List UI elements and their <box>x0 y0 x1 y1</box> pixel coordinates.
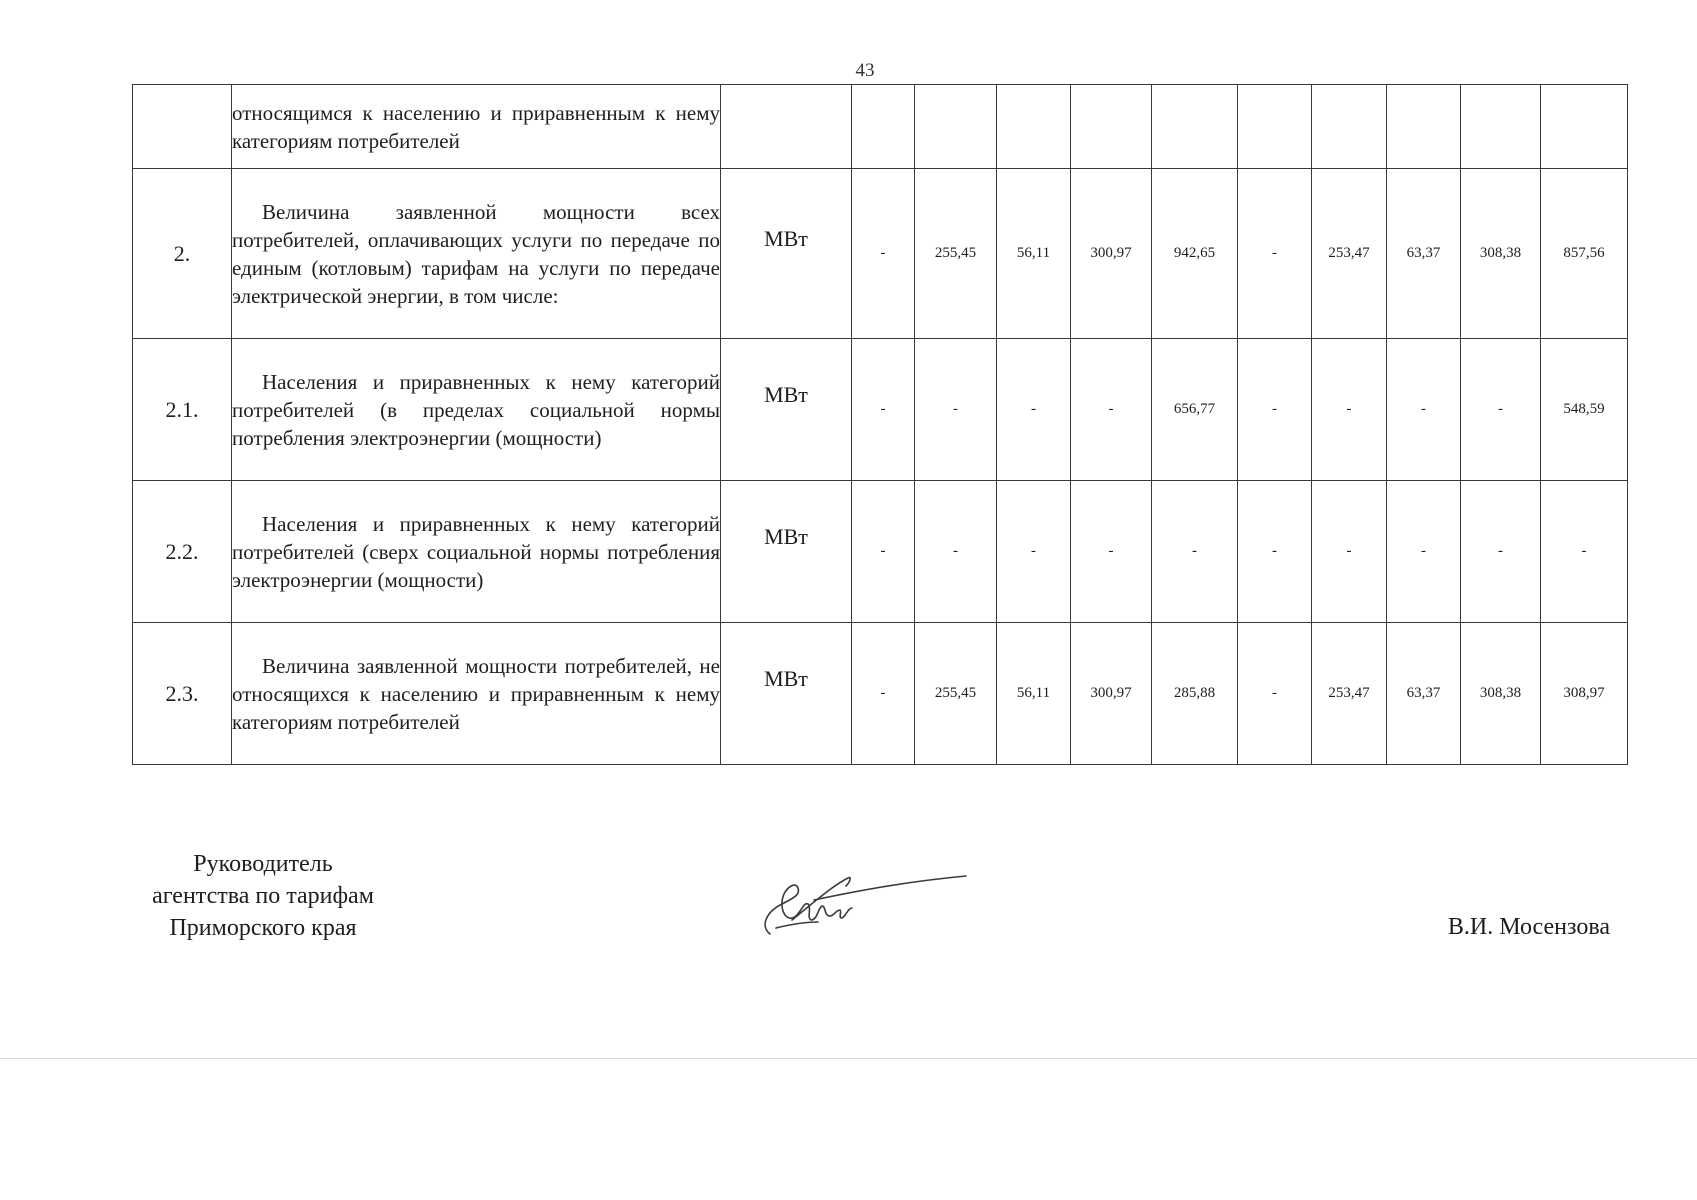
unit-cell: МВт <box>721 623 852 765</box>
value-cell: - <box>997 339 1071 481</box>
table-row <box>133 339 1628 481</box>
value-cell: - <box>1312 481 1387 623</box>
signer-name: В.И. Мосензова <box>1447 914 1610 940</box>
unit-cell: МВт <box>721 481 852 623</box>
row-number <box>133 85 232 169</box>
signatory-title-line: агентства по тарифам <box>152 883 374 909</box>
row-number: 2. <box>133 169 232 339</box>
value-cell: 63,37 <box>1387 169 1461 339</box>
value-cell: - <box>1387 339 1461 481</box>
value-cell: - <box>1238 169 1312 339</box>
value-cell: - <box>852 169 915 339</box>
row-description-text: Величина заявленной мощности всех потребителей, оплачивающих услуги по передаче по единым (котловым) тарифам на услуги по передаче электрической энергии, в том числе: <box>232 199 720 308</box>
page-edge-divider <box>0 1058 1697 1059</box>
signatory-title-line: Приморского края <box>169 915 357 941</box>
value-cell: 253,47 <box>1312 169 1387 339</box>
value-cell: - <box>1312 339 1387 481</box>
value-cell: 857,56 <box>1541 169 1628 339</box>
value-cell: - <box>1238 623 1312 765</box>
value-cell <box>1387 85 1461 169</box>
table-body <box>133 85 1628 765</box>
tariff-data-table <box>132 84 1628 765</box>
value-cell: - <box>1152 481 1238 623</box>
value-cell: 56,11 <box>997 169 1071 339</box>
value-cell <box>1461 85 1541 169</box>
value-cell: 56,11 <box>997 623 1071 765</box>
value-cell: - <box>1238 339 1312 481</box>
table-row <box>133 623 1628 765</box>
value-cell <box>852 85 915 169</box>
row-number: 2.1. <box>133 339 232 481</box>
row-description <box>232 85 721 169</box>
signatory-title-line: Руководитель <box>193 851 333 877</box>
value-cell: 253,47 <box>1312 623 1387 765</box>
unit-cell <box>721 85 852 169</box>
value-cell <box>1238 85 1312 169</box>
value-cell: - <box>852 339 915 481</box>
row-number: 2.3. <box>133 623 232 765</box>
value-cell: 942,65 <box>1152 169 1238 339</box>
row-description <box>232 481 721 623</box>
value-cell: 308,38 <box>1461 169 1541 339</box>
row-description-text: относящимся к населению и приравненным к нему категориям потребителей <box>232 100 720 153</box>
value-cell: - <box>1387 481 1461 623</box>
value-cell <box>915 85 997 169</box>
row-description-text: Населения и приравненных к нему категорий потребителей (сверх социальной нормы потребления электроэнергии (мощности) <box>232 511 720 592</box>
value-cell: 255,45 <box>915 623 997 765</box>
table-row <box>133 169 1628 339</box>
value-cell: - <box>915 481 997 623</box>
signatory-title <box>128 848 398 944</box>
value-cell <box>1541 85 1628 169</box>
page-number: 43 <box>855 60 875 81</box>
value-cell <box>997 85 1071 169</box>
unit-cell: МВт <box>721 169 852 339</box>
row-number: 2.2. <box>133 481 232 623</box>
table-row <box>133 481 1628 623</box>
value-cell: - <box>1238 481 1312 623</box>
row-description <box>232 169 721 339</box>
value-cell: - <box>915 339 997 481</box>
table-row <box>133 85 1628 169</box>
row-description-text: Населения и приравненных к нему категорий потребителей (в пределах социальной нормы потребления электроэнергии (мощности) <box>232 369 720 450</box>
value-cell: - <box>852 623 915 765</box>
value-cell: - <box>1071 339 1152 481</box>
value-cell: - <box>1071 481 1152 623</box>
value-cell: - <box>852 481 915 623</box>
row-description-text: Величина заявленной мощности потребителей, не относящихся к населению и приравненным к нему категориям потребителей <box>232 653 720 734</box>
value-cell <box>1152 85 1238 169</box>
unit-cell: МВт <box>721 339 852 481</box>
value-cell: 255,45 <box>915 169 997 339</box>
value-cell: - <box>1461 339 1541 481</box>
value-cell: 548,59 <box>1541 339 1628 481</box>
value-cell: 300,97 <box>1071 169 1152 339</box>
value-cell <box>1312 85 1387 169</box>
handwritten-signature <box>752 864 972 944</box>
value-cell: - <box>1461 481 1541 623</box>
value-cell: 285,88 <box>1152 623 1238 765</box>
value-cell: 63,37 <box>1387 623 1461 765</box>
value-cell: - <box>1541 481 1628 623</box>
value-cell: 656,77 <box>1152 339 1238 481</box>
value-cell: 308,97 <box>1541 623 1628 765</box>
row-description <box>232 623 721 765</box>
value-cell <box>1071 85 1152 169</box>
row-description <box>232 339 721 481</box>
value-cell: 308,38 <box>1461 623 1541 765</box>
value-cell: 300,97 <box>1071 623 1152 765</box>
value-cell: - <box>997 481 1071 623</box>
